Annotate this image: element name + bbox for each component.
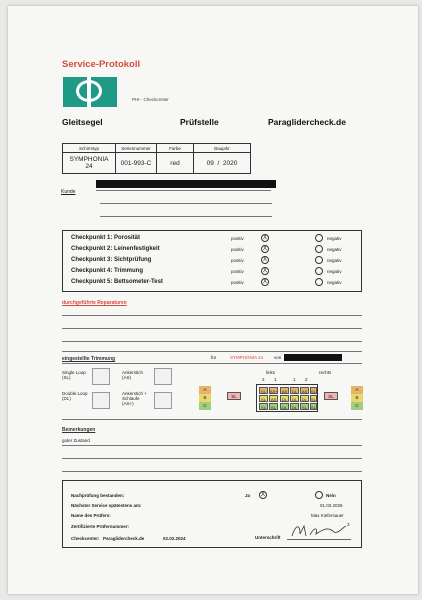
- anchor-plus-label: Ankerstich + Schlaufe (AS+): [122, 391, 147, 406]
- row-a-right: A: [351, 386, 363, 394]
- cert-number: 3: [347, 522, 350, 527]
- heading-glider: Gleitsegel: [62, 117, 103, 127]
- grid-a4: DL: [291, 389, 298, 394]
- negative-check-5[interactable]: [315, 278, 323, 286]
- yes-label: Ja: [245, 493, 251, 498]
- double-loop-knot-icon: [92, 392, 110, 409]
- negative-check-3[interactable]: [315, 256, 323, 264]
- positive-label-4: positiv: [231, 269, 244, 274]
- anchor-label: Ankerstich (AS): [122, 370, 144, 380]
- remarks-label: Bemerkungen: [62, 427, 96, 433]
- sl-right-tile: SL: [324, 392, 338, 400]
- checkcenter-label: Checkcenter:: [71, 536, 100, 541]
- device-table: [62, 143, 251, 174]
- inspector-name: Max Kiefersauer: [311, 513, 344, 518]
- col-header-serial: Seriennummer: [116, 144, 157, 153]
- value-year-number: 2020: [222, 159, 238, 167]
- customer-label: Kunde: [61, 189, 76, 195]
- passed-label: Nachprüfung bestanden:: [71, 493, 125, 498]
- sl-left-tile: SL: [227, 392, 241, 400]
- passed-yes-check[interactable]: X: [260, 492, 265, 498]
- value-year: [194, 153, 251, 174]
- negative-check-2[interactable]: [315, 245, 323, 253]
- negative-label-2: negativ: [327, 247, 342, 252]
- checkpoint-2: Checkpunkt 2: Leinenfestigkeit: [71, 246, 160, 252]
- row-c-left: C: [199, 402, 211, 410]
- next-service-label: Nächster Service spätestens am:: [71, 503, 142, 508]
- col-label-1-left: 1: [274, 377, 277, 382]
- value-color: red: [157, 153, 194, 174]
- grid-c1: SL: [259, 403, 268, 410]
- value-serial: 001-993-C: [116, 153, 157, 174]
- col-label-2-left: 2: [262, 377, 265, 382]
- trim-redaction: [284, 354, 342, 361]
- positive-label-3: positiv: [231, 258, 244, 263]
- grid-b5: DL: [301, 397, 308, 402]
- signature-label: Unterschrift: [255, 535, 281, 540]
- inspector-name-label: Name des Prüfers:: [71, 513, 111, 518]
- grid-b2: AS: [270, 397, 277, 402]
- anchor-plus-knot-icon: [154, 392, 172, 409]
- logo-tagline: PHI - Checkcenter: [132, 97, 169, 102]
- negative-label-3: negativ: [327, 258, 342, 263]
- service-protocol-sheet: [8, 6, 418, 594]
- grid-a6: SL: [311, 389, 316, 394]
- grid-a1: SL: [259, 387, 268, 394]
- single-loop-knot-icon: [92, 368, 110, 385]
- trim-for-label: für: [211, 355, 217, 360]
- col-label-2-right: 2: [305, 377, 308, 382]
- heading-site: Paraglidercheck.de: [268, 117, 346, 127]
- positive-check-5[interactable]: X: [262, 279, 267, 285]
- customer-redaction: [96, 180, 276, 188]
- grid-a3: AS: [281, 389, 288, 394]
- col-label-1-right: 1: [293, 377, 296, 382]
- passed-no-check[interactable]: [315, 491, 323, 499]
- checkpoint-1: Checkpunkt 1: Porosität: [71, 235, 141, 241]
- checkpoint-3: Checkpunkt 3: Sichtprüfung: [71, 257, 152, 263]
- anchor-knot-icon: [154, 368, 172, 385]
- row-b-right: B: [351, 394, 363, 402]
- positive-check-4[interactable]: X: [262, 268, 267, 274]
- col-header-type: Schirmtyp: [63, 144, 116, 153]
- grid-c3: DL: [281, 405, 288, 410]
- value-month: 09: [206, 159, 214, 167]
- remarks-text: guter Zustand: [62, 438, 90, 443]
- negative-check-4[interactable]: [315, 267, 323, 275]
- date-separator: /: [217, 159, 220, 167]
- grid-a2: AS+: [270, 389, 278, 394]
- grid-b1: SL: [259, 395, 268, 402]
- checkpoint-5: Checkpunkt 5: Bettsometer-Test: [71, 279, 163, 285]
- rechts-label: rechts: [319, 370, 332, 375]
- cert-number-label: Zertifizierte Prüfernummer:: [71, 524, 130, 529]
- positive-label-2: positiv: [231, 247, 244, 252]
- links-label: links: [266, 370, 276, 375]
- grid-b6: SL: [311, 397, 316, 402]
- grid-b4: DL: [291, 397, 298, 402]
- double-loop-label: Double Loop (DL): [62, 391, 88, 401]
- handwritten-signature: [288, 522, 348, 540]
- checkpoint-4: Checkpunkt 4: Trimmung: [71, 268, 144, 274]
- grid-a5: AS: [301, 389, 308, 394]
- trim-grid: [256, 384, 318, 412]
- trim-from-label: von: [274, 355, 282, 360]
- next-service-date: 01.02.2026: [320, 503, 343, 508]
- negative-check-1[interactable]: [315, 234, 323, 242]
- row-a-left: A: [199, 386, 211, 394]
- row-b-left: B: [199, 394, 211, 402]
- positive-check-1[interactable]: X: [262, 235, 267, 241]
- phi-logo: [63, 77, 117, 107]
- grid-c6: SL: [311, 405, 316, 410]
- positive-check-3[interactable]: X: [262, 257, 267, 263]
- negative-label-4: negativ: [327, 269, 342, 274]
- document-title: Service-Protokoll: [62, 59, 141, 70]
- col-header-color: Farbe: [157, 144, 194, 153]
- positive-label-1: positiv: [231, 236, 244, 241]
- negative-label-1: negativ: [327, 236, 342, 241]
- positive-label-5: positiv: [231, 280, 244, 285]
- positive-check-2[interactable]: X: [262, 246, 267, 252]
- grid-b3: DL: [281, 397, 288, 402]
- trim-label: eingestellte Trimmung: [62, 356, 116, 362]
- checkpoints-box: [62, 230, 362, 292]
- value-type: SYMPHONIA 24: [63, 153, 116, 174]
- certification-box: [62, 480, 362, 548]
- no-label: Nein: [326, 493, 336, 498]
- heading-station: Prüfstelle: [180, 117, 219, 127]
- checkcenter-date: 02.02.2024: [163, 536, 186, 541]
- single-loop-label: Single Loop (SL): [62, 370, 86, 380]
- grid-c4: DL: [291, 405, 298, 410]
- grid-c5: SL: [300, 403, 309, 410]
- repairs-label: durchgeführte Reparaturen: [62, 300, 127, 306]
- row-c-right: C: [351, 402, 363, 410]
- checkcenter-name: Paraglidercheck.de: [103, 536, 145, 541]
- col-header-year: Baujahr: [194, 144, 251, 153]
- grid-c2: SL: [269, 403, 278, 410]
- trim-model: SYMPHONIA 24: [230, 355, 264, 360]
- negative-label-5: negativ: [327, 280, 342, 285]
